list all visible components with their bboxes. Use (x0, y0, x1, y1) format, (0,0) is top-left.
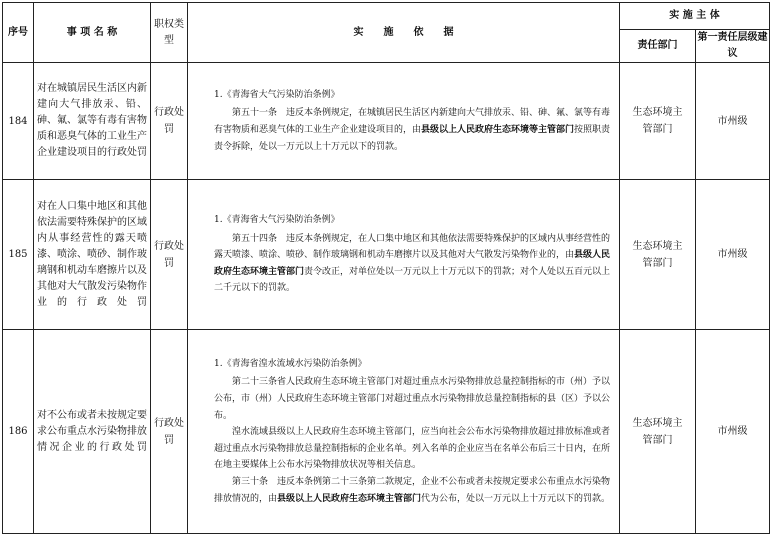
basis-text-post: 代为公布，处以一万元以上十万元以下的罚款。 (421, 493, 611, 504)
row-level: 市州级 (696, 63, 770, 180)
col-header-subject: 实 施 主 体 (620, 3, 770, 30)
row-item-name: 对不公布或者未按规定要求公布重点水污染物排放情况企业的行政处罚 (34, 330, 151, 534)
row-power-type: 行政处罚 (151, 330, 188, 534)
row-seq: 186 (3, 330, 34, 534)
basis-responsible-body: 县级以上人民政府生态环境主管部门 (277, 493, 422, 504)
basis-responsible-body: 县级人民政府生态环境主管部门 (214, 250, 611, 277)
col-header-item-name: 事 项 名 称 (34, 3, 151, 63)
basis-text-post: 按照职责责令拆除，处以一万元以上十万元以下的罚款。 (214, 125, 611, 152)
row-seq: 185 (3, 180, 34, 330)
basis-paragraph-2: 湟水流域县级以上人民政府生态环境主管部门，应当向社会公布水污染物排放超过排放标准或者超过重点水污染物排放总量控制指标的企业名单。列入名单的企业应当在名单公布后三十日内，在所在地主要媒体上公布水污染物排放状况等相关信息。 (214, 427, 611, 471)
basis-paragraph-1: 第二十三条省人民政府生态环境主管部门对超过重点水污染物排放总量控制指标的市（州）予以公布，市（州）人民政府生态环境主管部门对超过重点水污染物排放总量控制指标的县（区）予以公布。 (214, 377, 611, 421)
row-power-type: 行政处罚 (151, 180, 188, 330)
row-level: 市州级 (696, 330, 770, 534)
row-item-name: 对在城镇居民生活区内新建向大气排放汞、铅、砷、氟、氯等有毒有害物质和恶臭气体的工业生产企业建设项目的行政处罚 (34, 63, 151, 180)
row-item-name: 对在人口集中地区和其他依法需要特殊保护的区域内从事经营性的露天喷漆、喷涂、喷砂、制作玻璃钢和机动车磨擦片以及其他对大气散发污染物作业的行政处罚 (34, 180, 151, 330)
col-header-dept: 责任部门 (620, 30, 696, 63)
basis-law-title: 1.《青海省湟水流域水污染防治条例》 (214, 358, 367, 369)
col-header-basis: 实 施 依 据 (188, 3, 620, 63)
row-dept: 生态环境主管部门 (620, 63, 696, 180)
power-list-table (2, 2, 770, 534)
basis-text-post: 责令改正，对单位处以一万元以上十万元以下的罚款；对个人处以五百元以上二千元以下的罚款。 (214, 266, 611, 294)
col-header-seq: 序号 (3, 3, 34, 63)
row-basis (188, 330, 620, 534)
table-row (3, 180, 770, 330)
basis-responsible-body: 县级以上人民政府生态环境等主管部门 (421, 125, 575, 135)
basis-article (214, 474, 611, 507)
basis-text-pre: 第三十条 违反本条例第二十三条第二款规定，企业不公布或者未按规定要求公布重点水污染物排放情况的，由 (214, 476, 611, 504)
table-row (3, 330, 770, 534)
row-dept: 生态环境主管部门 (620, 330, 696, 534)
row-basis (188, 63, 620, 180)
row-dept: 生态环境主管部门 (620, 180, 696, 330)
basis-text-pre: 第五十一条 违反本条例规定，在城镇居民生活区内新建向大气排放汞、铅、砷、氟、氯等有毒有害物质和恶臭气体的工业生产企业建设项目的，由 (214, 108, 611, 135)
table-row (3, 63, 770, 180)
basis-text-pre: 第五十四条 违反本条例规定，在人口集中地区和其他依法需要特殊保护的区域内从事经营性的露天喷漆、喷涂、喷砂、制作玻璃钢和机动车磨擦片以及其他对大气散发污染物作业的，由 (214, 233, 611, 261)
basis-law-title: 1.《青海省大气污染防治条例》 (214, 215, 340, 226)
row-level: 市州级 (696, 180, 770, 330)
basis-article (214, 231, 611, 297)
header-row-1 (3, 3, 770, 30)
basis-article (214, 105, 611, 155)
row-basis (188, 180, 620, 330)
row-power-type: 行政处罚 (151, 63, 188, 180)
col-header-level: 第一责任层级建议 (696, 30, 770, 63)
col-header-power-type: 职权类型 (151, 3, 188, 63)
basis-law-title: 1.《青海省大气污染防治条例》 (214, 89, 340, 100)
row-seq: 184 (3, 63, 34, 180)
